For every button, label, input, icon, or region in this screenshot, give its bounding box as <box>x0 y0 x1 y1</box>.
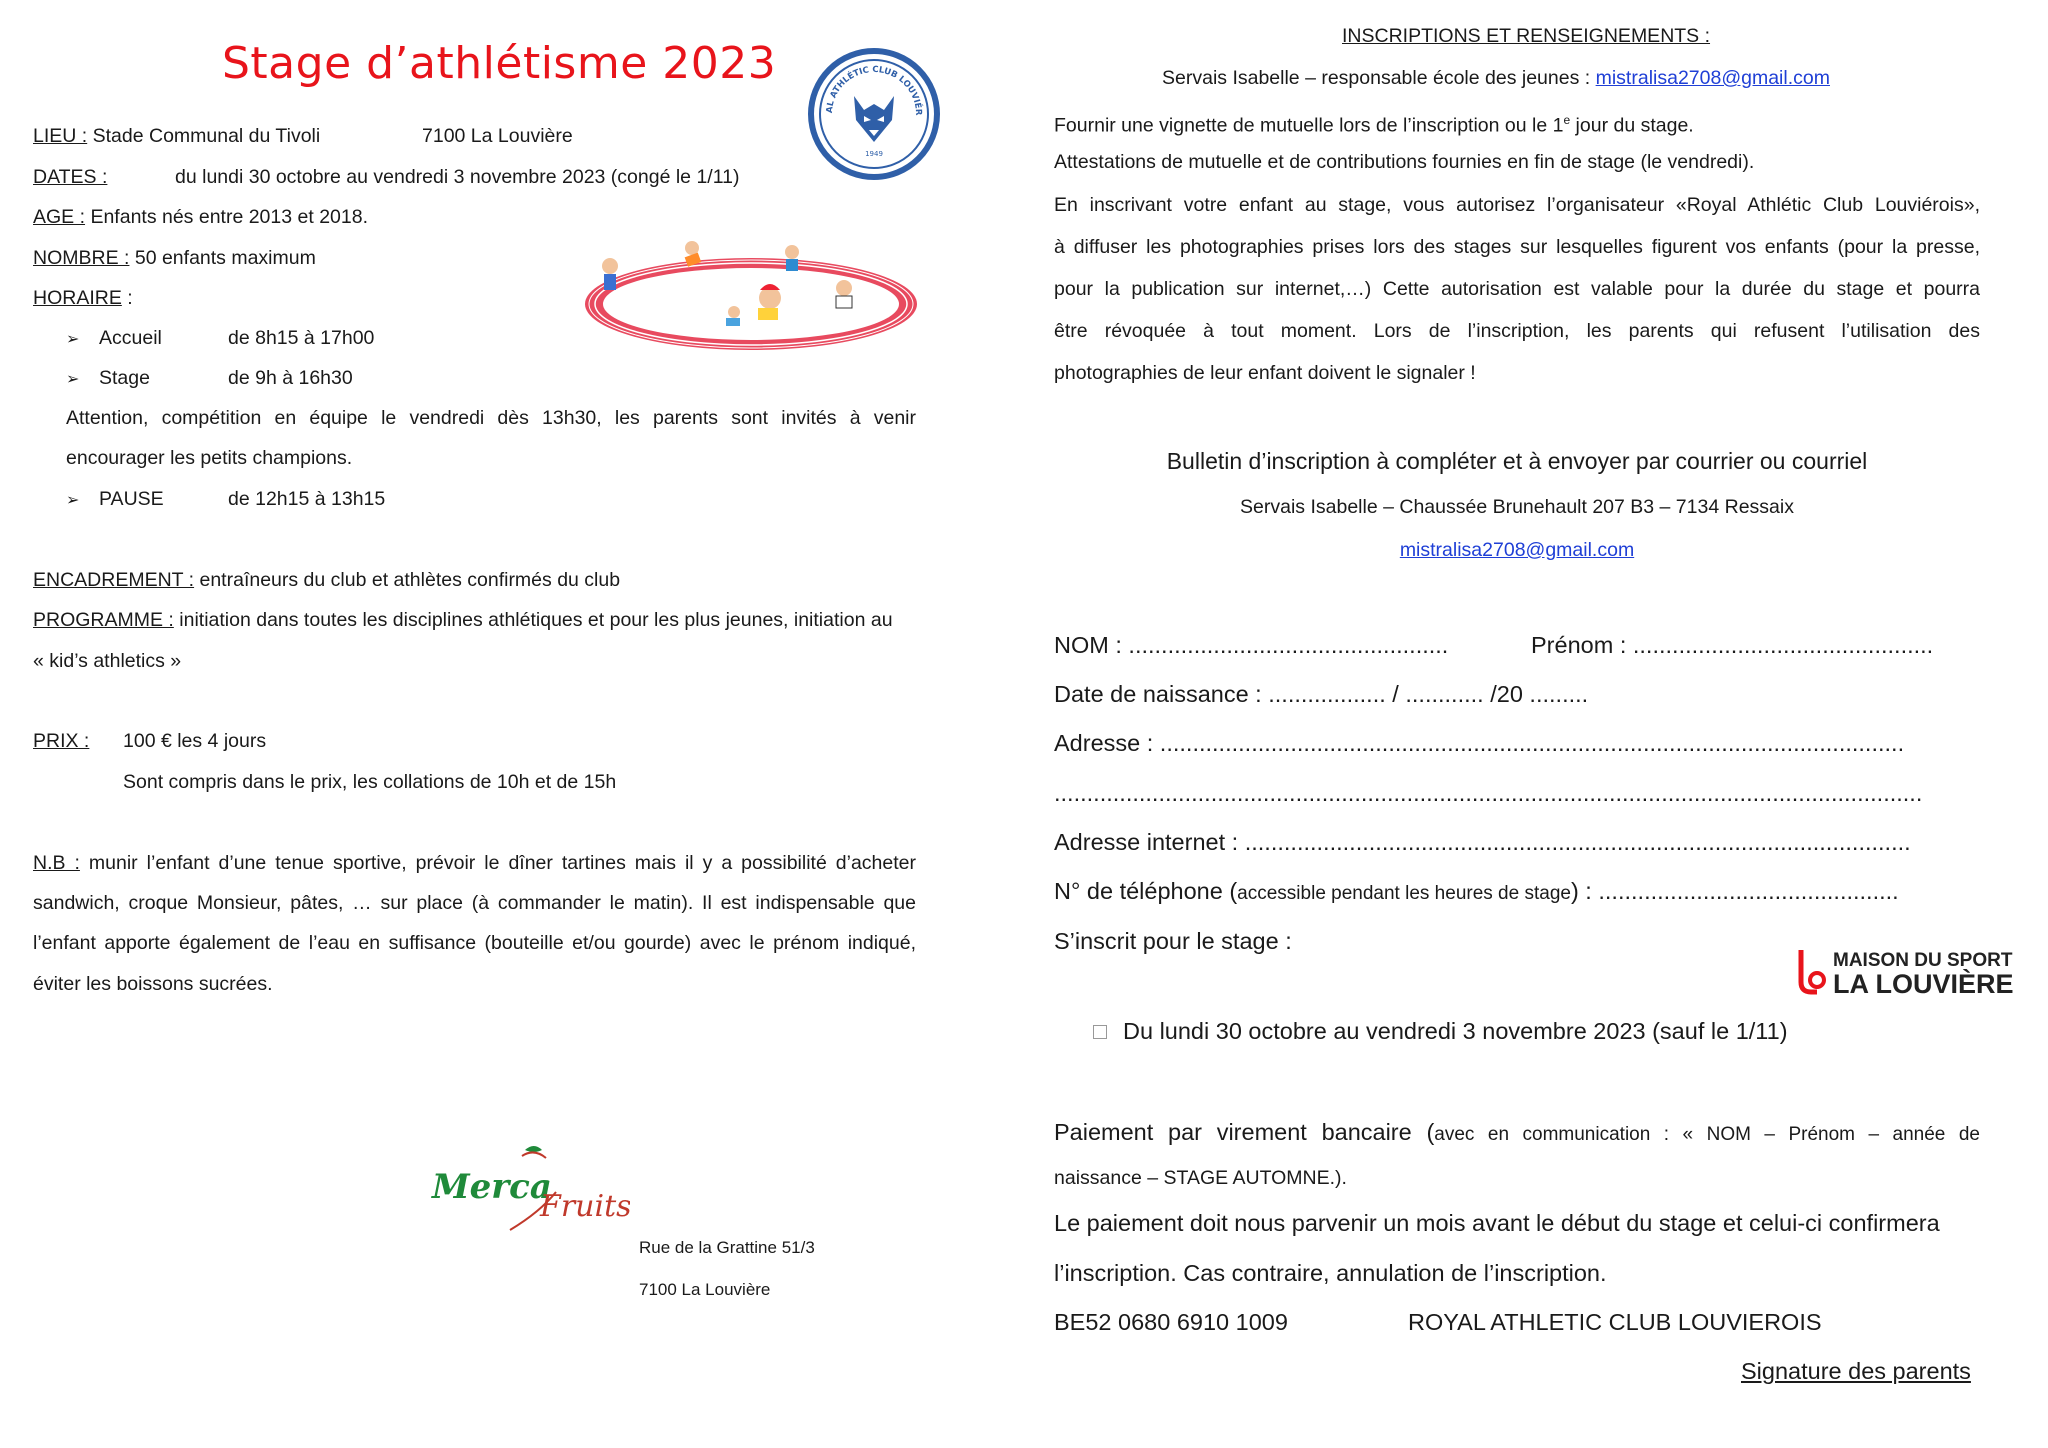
bulletin-address: Servais Isabelle – Chaussée Brunehault 207 B3 – 7134 Ressaix <box>1240 496 1794 518</box>
svg-text:Fruits: Fruits <box>540 1189 630 1224</box>
form-adresse-line-2[interactable]: ..................................................................................................................................... <box>1054 780 1923 806</box>
schedule-item <box>66 326 79 352</box>
nombre-row <box>33 246 316 270</box>
form-prenom-field[interactable]: Prénom : .............................................. <box>1531 632 1934 658</box>
programme-line-2: « kid’s athletics » <box>33 650 182 672</box>
attention-line-1: Attention, compétition en équipe le vendredi dès 13h30, les parents sont invités à venir <box>66 407 916 429</box>
lieu-label: LIEU : <box>33 125 88 147</box>
nb-line-2: sandwich, croque Monsieur, pâtes, … sur place (à commander le matin). Il est indispensable que <box>33 892 916 914</box>
schedule-value: de 9h à 16h30 <box>228 367 353 389</box>
arrow-bullet-icon: ➢ <box>66 492 80 509</box>
account-name: ROYAL ATHLETIC CLUB LOUVIEROIS <box>1408 1309 1822 1335</box>
arrow-bullet-icon: ➢ <box>66 371 80 388</box>
form-internet-field[interactable]: Adresse internet : ...................................................................................................... <box>1054 829 1911 855</box>
nb-line-4: éviter les boissons sucrées. <box>33 973 273 995</box>
encadrement-row <box>33 568 620 592</box>
page-title: Stage d’athlétisme 2023 <box>222 38 777 89</box>
lieu-value: Stade Communal du Tivoli <box>87 125 321 147</box>
prix-label: PRIX : <box>33 730 90 752</box>
stage-option-checkbox[interactable] <box>1093 1025 1107 1039</box>
horaire-row: HORAIRE : <box>33 287 133 309</box>
svg-text:ROYAL ATHLÉTIC CLUB LOUVIÉROIS: AL ATHLÉTIC CLUB LOUVIÉR <box>824 64 924 116</box>
maison-du-sport-logo <box>1797 944 2027 998</box>
svg-text:MAISON DU SPORT: MAISON DU SPORT <box>1833 950 2013 971</box>
form-nom-field[interactable]: NOM : ................................................. <box>1054 632 1449 658</box>
paiement-line-3: Le paiement doit nous parvenir un mois avant le début du stage et celui-ci confirmera <box>1054 1210 1940 1236</box>
mercafruits-logo <box>430 1142 630 1234</box>
contact-line: Servais Isabelle – responsable école des jeunes : mistralisa2708@gmail.com <box>1162 67 1830 89</box>
nb-line-3: l’enfant apporte également de l’eau en suffisance (bouteille et/ou gourde) avec le prénom indiqué, <box>33 932 916 954</box>
svg-text:1949: 1949 <box>865 150 883 158</box>
nb-line-1: N.B : munir l’enfant d’une tenue sportive, prévoir le dîner tartines mais il y a possibilité d’acheter <box>33 852 917 874</box>
athletes-track-illustration <box>582 238 920 356</box>
lieu-row <box>33 124 320 148</box>
age-label: AGE : <box>33 206 86 228</box>
form-adresse-field[interactable]: Adresse : .................................................................................................................. <box>1054 730 1905 756</box>
bulletin-email-link[interactable]: mistralisa2708@gmail.com <box>1399 539 1635 561</box>
dates-value: du lundi 30 octobre au vendredi 3 novembre 2023 (congé le 1/11) <box>175 166 740 188</box>
autorisation-line-5: photographies de leur enfant doivent le signaler ! <box>1054 362 1476 384</box>
nombre-label: NOMBRE : <box>33 247 130 269</box>
age-value: Enfants nés entre 2013 et 2018. <box>85 206 368 228</box>
pause-label: PAUSE <box>99 488 164 510</box>
programme-label: PROGRAMME : <box>33 609 174 631</box>
wolf-logo-icon <box>814 54 934 174</box>
pause-item <box>66 487 79 513</box>
prix-value: 100 € les 4 jours <box>123 730 267 752</box>
autorisation-line-3: pour la publication sur internet,…) Cette autorisation est valable pour la durée du stage et pourra <box>1054 278 1980 300</box>
attention-line-2: encourager les petits champions. <box>66 447 353 469</box>
schedule-label: Stage <box>99 367 150 389</box>
age-row <box>33 205 368 229</box>
dates-label: DATES : <box>33 166 108 188</box>
svg-text:LA LOUVIÈRE: LA LOUVIÈRE <box>1833 969 2014 998</box>
attestations-line: Attestations de mutuelle et de contributions fournies en fin de stage (le vendredi). <box>1054 151 1755 173</box>
form-inscrit-label: S’inscrit pour le stage : <box>1054 928 1292 954</box>
schedule-value: de 8h15 à 17h00 <box>228 327 375 349</box>
nb-label: N.B : <box>33 852 80 874</box>
programme-value: initiation dans toutes les disciplines athlétiques et pour les plus jeunes, initiation au <box>173 609 893 631</box>
paiement-line-1: Paiement par virement bancaire (avec en communication : « NOM – Prénom – année de <box>1054 1119 1980 1145</box>
contact-email-link[interactable]: mistralisa2708@gmail.com <box>1595 67 1830 89</box>
sponsor-address-1: Rue de la Grattine 51/3 <box>639 1238 815 1257</box>
autorisation-line-4: être révoquée à tout moment. Lors de l’inscription, les parents qui refusent l’utilisation des <box>1054 320 1980 342</box>
inscriptions-heading: INSCRIPTIONS ET RENSEIGNEMENTS : <box>1342 25 1711 47</box>
lieu-city: 7100 La Louvière <box>422 125 573 147</box>
horaire-label: HORAIRE <box>33 287 122 309</box>
nombre-value: 50 enfants maximum <box>129 247 316 269</box>
encadrement-label: ENCADREMENT : <box>33 569 195 591</box>
schedule-label: Accueil <box>99 327 162 349</box>
club-logo <box>808 48 940 180</box>
bulletin-email-wrap <box>1054 538 1980 562</box>
schedule-item <box>66 366 79 392</box>
programme-row <box>33 608 893 632</box>
arrow-bullet-icon: ➢ <box>66 331 80 348</box>
autorisation-line-2: à diffuser les photographies prises lors des stages sur lesquelles figurent vos enfants (pour la presse, <box>1054 236 1980 258</box>
form-date-field[interactable]: Date de naissance : .................. / ............ /20 ......... <box>1054 681 1589 707</box>
stage-option-label: Du lundi 30 octobre au vendredi 3 novembre 2023 (sauf le 1/11) <box>1123 1018 1788 1044</box>
signature-label: Signature des parents <box>1741 1358 1971 1384</box>
mutuelle-line: Fournir une vignette de mutuelle lors de l’inscription ou le 1e jour du stage. <box>1054 113 1694 137</box>
bulletin-title: Bulletin d’inscription à compléter et à envoyer par courrier ou courriel <box>1166 448 1868 474</box>
autorisation-line-1: En inscrivant votre enfant au stage, vous autorisez l’organisateur «Royal Athlétic Club Louviérois», <box>1054 194 1980 216</box>
iban: BE52 0680 6910 1009 <box>1054 1309 1288 1335</box>
form-phone-field[interactable]: N° de téléphone (accessible pendant les heures de stage) : .............................................. <box>1054 878 1899 904</box>
sponsor-address-2: 7100 La Louvière <box>639 1280 771 1299</box>
svg-text:Merca: Merca <box>432 1167 552 1207</box>
paiement-line-2: naissance – STAGE AUTOMNE.). <box>1054 1167 1347 1189</box>
encadrement-value: entraîneurs du club et athlètes confirmés du club <box>194 569 621 591</box>
pause-value: de 12h15 à 13h15 <box>228 488 386 510</box>
paiement-line-4: l’inscription. Cas contraire, annulation de l’inscription. <box>1054 1260 1607 1286</box>
prix-line-2: Sont compris dans le prix, les collations de 10h et de 15h <box>123 771 617 793</box>
